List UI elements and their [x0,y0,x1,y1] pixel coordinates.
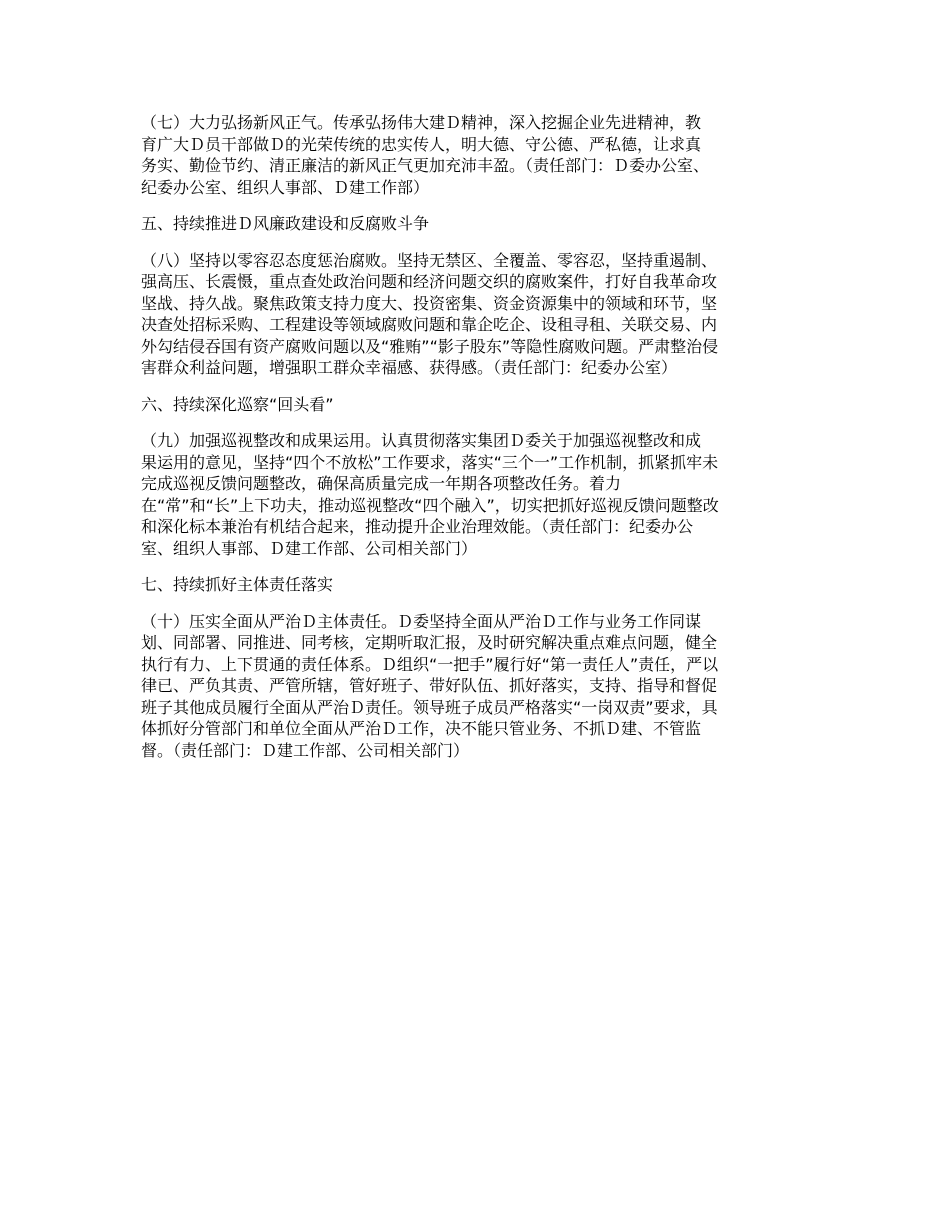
paragraph-9: （九）加强巡视整改和成果运用。认真贯彻落实集团Ｄ委关于加强巡视整改和成 果运用的意见，坚持“四个不放松”工作要求，落实“三个一”工作机制，抓紧抓牢未 完成巡视反馈问题整改，确保高质量完成一年期各项整改任务。着力 在“常”和“长”上下功夫，推动巡视整改“四个融入”，切实把抓好巡视反馈问题整改 和深化标本兼治有机结合起来，推动提升企业治理效能。（责任部门：纪委办公 室、组织人事部、Ｄ建工作部、公司相关部门） [141,431,719,558]
paragraph-8: （八）坚持以零容忍态度惩治腐败。坚持无禁区、全覆盖、零容忍，坚持重遏制、 强高压、长震慑，重点查处政治问题和经济问题交织的腐败案件，打好自我革命攻 坚战、持久战。聚焦政策支持力度大、投资密集、资金资源集中的领域和环节，坚 决查处招标采购、工程建设等领域腐败问题和靠企吃企、设租寻租、关联交易、内 外勾结侵吞国有资产腐败问题以及“雅贿”“影子股东”等隐性腐败问题。严肃整治侵 害群众利益问题，增强职工群众幸福感、获得感。（责任部门：纪委办公室） [141,250,719,377]
document-page [141,112,813,776]
section-heading-5: 五、持续推进Ｄ风廉政建设和反腐败斗争 [141,214,430,233]
section-heading-6: 六、持续深化巡察“回头看” [141,394,334,414]
section-heading-7: 七、持续抓好主体责任落实 [141,575,334,594]
paragraph-10: （十）压实全面从严治Ｄ主体责任。Ｄ委坚持全面从严治Ｄ工作与业务工作同谋 划、同部署、同推进、同考核，定期听取汇报，及时研究解决重点难点问题，健全 执行有力、上下贯通的责任体系。Ｄ组织“一把手”履行好“第一责任人”责任，严以 律已、严负其责、严管所辖，管好班子、带好队伍、抓好落实，支持、指导和督促 班子其他成员履行全面从严治Ｄ责任。领导班子成员严格落实“一岗双责”要求，具 体抓好分管部门和单位全面从严治Ｄ工作，决不能只管业务、不抓Ｄ建、不管监 督。（责任部门：Ｄ建工作部、公司相关部门） [141,611,719,760]
paragraph-7: （七）大力弘扬新风正气。传承弘扬伟大建Ｄ精神，深入挖掘企业先进精神，教 育广大Ｄ员干部做Ｄ的光荣传统的忠实传人，明大德、守公德、严私德，让求真 务实、勤俭节约、清正廉洁的新风正气更加充沛丰盈。（责任部门：Ｄ委办公室、 纪委办公室、组织人事部、Ｄ建工作部） [141,113,710,197]
